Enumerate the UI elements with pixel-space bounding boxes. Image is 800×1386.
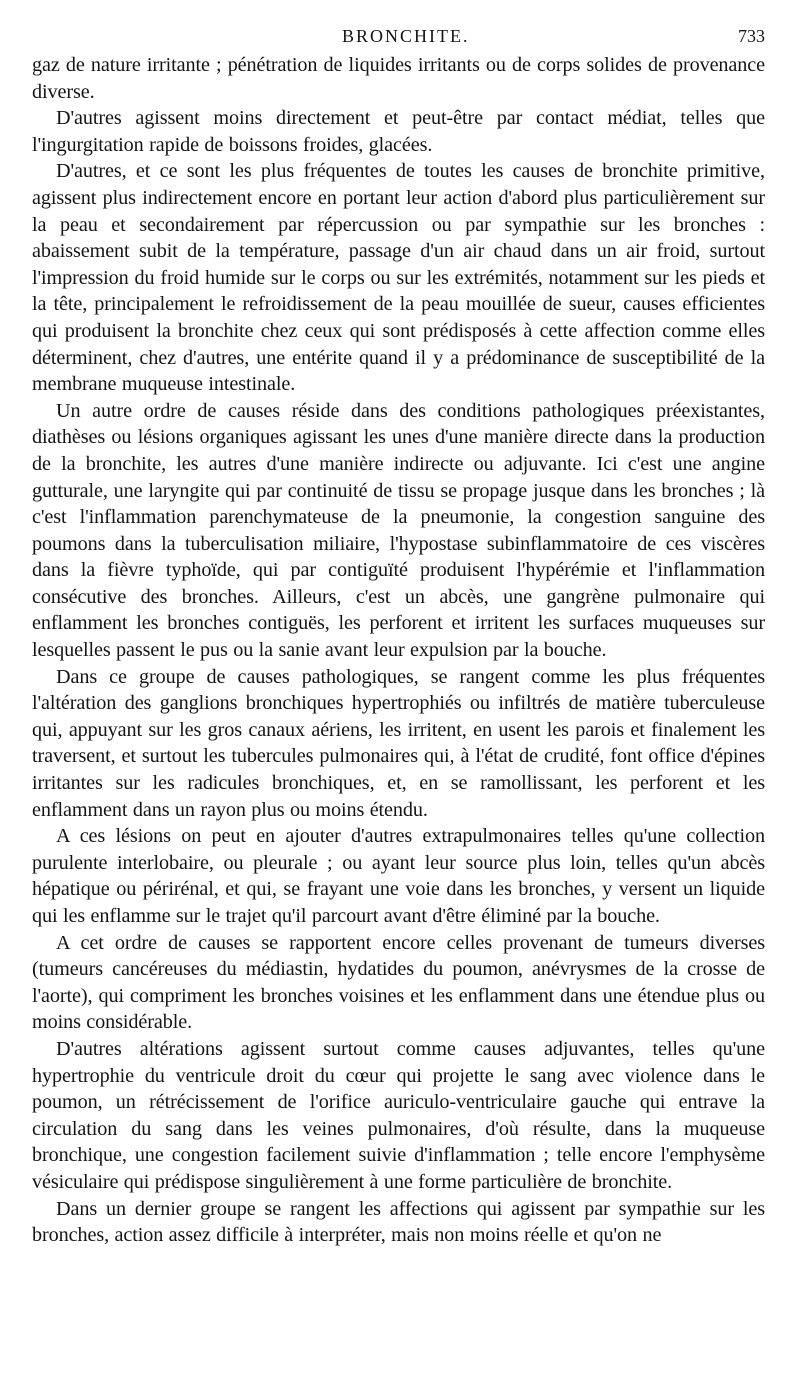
paragraph: D'autres agissent moins directement et peut-être par contact médiat, telles que l'ingurgitation rapide de boissons froides, glacées. (32, 107, 765, 156)
running-head (32, 26, 765, 52)
paragraph: Dans un dernier groupe se rangent les affections qui agissent par sympathie sur les bronches, action assez difficile à interpréter, mais non moins réelle et qu'on ne (32, 1197, 765, 1247)
page-number: 733 (738, 26, 765, 46)
paragraph: A ces lésions on peut en ajouter d'autres extrapulmonaires telles qu'une collection purulente interlobaire, ou pleurale ; ou ayant leur source plus loin, telles qu'un abcès hépatique ou périrénal, et qui, se frayant une voie dans les bronches, y versent un liquide qui les enflamme sur le trajet qu'il parcourt avant d'être éliminé par la bouche. (32, 825, 765, 927)
paragraph: D'autres altérations agissent surtout comme causes adjuvantes, telles qu'une hypertrophie du ventricule droit du cœur qui projette le sang avec violence dans le poumon, un rétrécissement de l'orifice auriculo-ventriculaire gauche qui entrave la circulation du sang dans les veines pulmonaires, d'où résulte, dans la muqueuse bronchique, une congestion facilement suivie d'inflammation ; telle encore l'emphysème vésiculaire qui prédispose singulièrement à une forme particulière de bronchite. (32, 1037, 765, 1193)
paragraph: Dans ce groupe de causes pathologiques, se rangent comme les plus fréquentes l'altération des ganglions bronchiques hypertrophiés ou infiltrés de matière tuberculeuse qui, appuyant sur les gros canaux aériens, les irritent, en usent les parois et finalement les traversent, et surtout les tubercules pulmonaires qui, à l'état de crudité, font office d'épines irritantes sur les radicules bronchiques, et, en se ramollissant, les perforent et les enflamment dans un rayon plus ou moins étendu. (32, 665, 765, 821)
book-page (32, 26, 765, 1249)
running-title: BRONCHITE. (342, 26, 470, 46)
paragraph: D'autres, et ce sont les plus fréquentes de toutes les causes de bronchite primitive, agissent plus indirectement encore en portant leur action d'abord plus particulièrement sur la peau et secondairement par répercussion ou par sympathie sur les bronches : abaissement subit de la température, passage d'un air chaud dans un air froid, surtout l'impression du froid humide sur le corps ou sur les extrémités, notamment sur les pieds et la tête, principalement le refroidissement de la peau mouillée de sueur, causes efficientes qui produisent la bronchite chez ceux qui sont prédisposés à cette affection comme elles déterminent, chez d'autres, une entérite quand il y a prédominance de susceptibilité de la membrane muqueuse intestinale. (32, 160, 765, 396)
body-text (32, 52, 765, 1249)
paragraph-continuation: gaz de nature irritante ; pénétration de liquides irritants ou de corps solides de provenance diverse. (32, 54, 765, 103)
paragraph: Un autre ordre de causes réside dans des conditions pathologiques préexistantes, diathèses ou lésions organiques agissant les unes d'une manière directe dans la production de la bronchite, les autres d'une manière indirecte ou adjuvante. Ici c'est une angine gutturale, une laryngite qui par continuité de tissu se propage jusque dans les bronches ; là c'est l'inflammation parenchymateuse de la pneumonie, la congestion sanguine des poumons dans la tuberculisation miliaire, l'hypostase subinflammatoire de ces viscères dans la fièvre typhoïde, qui par contiguïté produisent l'hypérémie et l'inflammation consécutive des bronches. Ailleurs, c'est un abcès, une gangrène pulmonaire qui enflamment les bronches contiguës, les perforent et irritent les surfaces muqueuses sur lesquelles passent le pus ou la sanie avant leur expulsion par la bouche. (32, 399, 765, 662)
paragraph: A cet ordre de causes se rapportent encore celles provenant de tumeurs diverses (tumeurs cancéreuses du médiastin, hydatides du poumon, anévrysmes de la crosse de l'aorte), qui compriment les bronches voisines et les enflamment dans une étendue plus ou moins considérable. (32, 931, 765, 1034)
